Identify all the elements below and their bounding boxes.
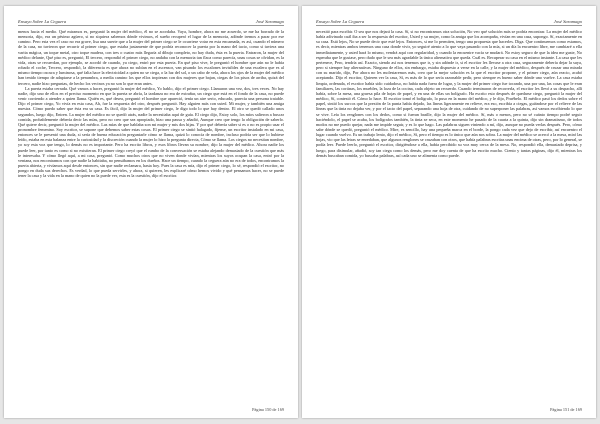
paragraph: La puerta estaba cerrada. Qué vamos a hacer, preguntó la mujer del médico, Yo hablo, dijo el primer ciego. Llamaron una vez, dos, tres veces. No hay nadie, dijo uno de ellos en el preciso momento en que la puerta se abría, la tardanza no era de extrañar, un ciego que está en el fondo de la casa, no puede venir corriendo a atender a quien llama. Quién es, qué desea, preguntó el hombre que apareció, tenía un aire serio, educado, parecía una persona tratable. Dijo el primer ciego, Yo vivía en esta casa, Ah, fue la respuesta del otro, después preguntó. Hay alguien más con usted. Mi mujer, y también una amiga nuestra. Cómo puedo saber que ésta era su casa. Es fácil, dijo la mujer del primer ciego, le digo todo lo que hay dentro. El otro se quedó callado unos segundos, luego dijo, Entren. La mujer del médico no se quedó atrás, nadie la necesitaba aquí de guía. El ciego dijo, Estoy solo, los míos salieron a buscar comida, probablemente debería decir las mías, pero no creo que sea apropiado, hizo una pausa y añadió, Aunque creo que tengo la obligación de saberlo. Qué quiere decir, preguntó la mujer del médico. Las mías de que hablaba son mi mujer y mis dos hijas. Y por qué debería saber si es o no es propio usar el pronombre femenino. Soy escritor, se supone que debemos saber estas cosas. El primer ciego se sintió halagado, fíjense, un escritor instalado en mi casa, entonces se le presentó una duda, si sería de buena educación preguntarle cómo se llama, quizá lo conocía de nombre, incluso podría ser que lo hubiese leído, estaba en esta balanza entre la curiosidad y la discreción cuando la mujer lo hizo la pregunta directa, Cómo se llama. Los ciegos no necesitan nombre, yo soy esta voz que tengo, lo demás no es importante. Pero ha escrito libros, y esos libros llevan su nombre, dijo la mujer del médico. Ahora nadie los puede leer, por tanto es como si no existieran. El primer ciego creyó que el rumbo de la conversación se estaba alejando demasiado de la cuestión que más le interesaba. Y cómo llegó aquí, a mi casa, preguntó. Como muchos otros que no viven donde vivían, mientras los suyos ocupan la casa, entró por la ventana, nos encontramos con que nadie la habitaba, no pensábamos en los dueños. Hace un tiempo, cuando la ceguera aún no era de todos, encontramos la puerta abierta, y vivíamos aquí desde entonces, sin que nadie reclamara, hasta hoy. Pues la casa es mía, dijo el primer ciego, lo sé, respondió el escritor, no pongo en duda sus derechos. Es verdad, lo que pueda servirles, y ahora, si quieren, les explicaré cómo hemos vivido y qué pensamos hacer, no se puede tener la casa y la vida en la mano de quien no la puede ver, esta es la cuestión, dijo el escritor.	[18, 85, 284, 179]
header-book-title: Ensayo Sobre La Ceguera	[18, 19, 67, 24]
paragraph: menos hacia el medio. Qué miramos es, preguntó la mujer del médico, él no se acordaba. Vaya, hombre, ahora no me acuerdo, se me ha borrado de la memoria, dijo, era un pésimo agüero, si no siquiera sabemos dónde vivimos, el sueño recuperó el lugar de la memoria, adónde iremos a parar por ese camino. Pero esta vez el caso no era grave, lisa una suerte que a la mujer del primer ciego se le ocurriese votar en esta encarnada, es así, cuando el número de la casa, no tuvieron que recurrir al primer ciego, que estaba justamente de que podría reconocer la puerta por la mano del tacto, como si tuviera una varita mágica, un toque metal, otro toque madera, con tres o cuatro más llegaría al dibujo completo, no hay duda, ésta es la puerta. Entraron, la mujer del médico delante, Qué piso es, preguntó, El tercero, respondió el primer ciego, no andaba con la memoria tan flaca como parecía, unas cosas se olvidan, es la vida, otras se recuerdan, por ejemplo, se acordó de cuando, ya ciego, entró por esta puerta. En qué piso vive, le preguntó el hombre que aún no le había robado el coche, Tercero, respondió, la diferencia es que ahora no subían en el ascensor, van pisando los escalones invisibles de una escalera que es al mismo tiempo oscura y luminosa, qué falta hace la electricidad a quien no se ciega, o la luz del sol, o un cabo de vela, ahora los ojos de la mujer del médico han tenido tiempo de adaptarse a la penumbra, a media camino los que ellos tropiezan con dos mujeres que bajan, ciegas de los pisos de arriba, quizá del tercero, nadie hizo preguntas, de hecho los vecinos ya no son lo que eran antes.	[18, 29, 284, 86]
page-number-footer: Página 151 de 169	[550, 407, 582, 412]
running-header-left	[18, 19, 284, 26]
header-book-title: Ensayo Sobre La Ceguera	[316, 19, 365, 24]
page-number-footer: Página 150 de 169	[252, 407, 284, 412]
running-header-right	[316, 19, 582, 26]
page-right	[302, 6, 596, 418]
paragraph: necesitó para escribir. O sea que nos dejará la casa. Sí, si no encontramos otra solución, No veo qué solución más se podría encontrar. La mujer del médico había adivinado cuál iba a ser la respuesta del escritor, Usted y su mujer, como la amiga que los acompaña, vivían en una casa, supongo. Sí, exactamente en su casa. Está lejos, No se puede decir que esté lejos. Entonces, si me lo permiten, tengo una propuesta que hacerles. Diga. Que continuemos como estamos, es decir, mientras ambos tenemos una casa donde vivir, yo seguiré atento a lo que vaya pasando con la mía, si un día la encuentro libre, me cambiaré a ella inmediatamente, y usted hará lo mismo, vendrá aquí con regularidad, y cuando la encuentre vacía se mudará. No estoy seguro de que la idea me guste, No esperaba que le gustase, pero dudo que le sea más agradable la única alternativa que queda. Cuál es. Recuperar su casa en el mismo instante. La casa que les pertenece, Pero, tendría así. Exacto, siendo así nos tenemos que ir, y sin adónde ir, si el escritor les llevase a otra casa, seguramente debería dejar la suya, pero si siempre hay alternativas. Ninguno de ellos, sin embargo, estaba dispuesto a verse en la calle, y la mujer del médico, después de cruzar una mirada con su marido, dijo, Por ahora no les molestaremos más, creo que la mejor solución es la que el escritor propone, y el primer ciego, aún reacio, acabó aceptando. Dijo el escritor, Quieren ver la casa, Sí, es más de lo que sería razonable pedir, pero siempre es bueno saber dónde uno vuelve. La casa estaba limpia, ordenada, el escritor había sido cuidadoso, no había nada fuera de lugar, y la mujer del primer ciego fue tocando, una por una, las cosas que le eran familiares, las cortinas, los muebles, la loza de la cocina, cada objeto un recuerdo. Cuando terminaron de recorrerla, el escritor les llevó a su despacho, allí había, sobre la mesa, una gruesa pila de hojas de papel, y en una de ellas un bolígrafo. Ha escrito esto después de quedarse ciego, preguntó la mujer del médico, Sí, contestó él. Cómo lo hace. El escritor tomó el bolígrafo, lo puso en la mano del médico, y le dijo, Pruébelo. El médico pasó los dedos sobre el papel, sintió los surcos que la presión de la punta había dejado, las líneas ligeramente en relieve, era eso, escribía a ciegas, guiándose por el relieve de las líneas que la tinta no dejaba ver, y por el tacto del papel, separando una hoja de otra, cuidando de no superponer las palabras, así vamos escribiendo lo que se vive. Leía los renglones con los dedos, como si fueran braille, dijo la mujer del médico. Sí, más o menos, pero no sé cuánto tiempo podré seguir haciéndolo, el papel se acaba, los bolígrafos también, la tinta se seca, en este momento he pasado de la cuarta a la quinta, dijo sin dramatismo, de todos modos no me puedo quejar, nada me impide seguir, y es lo que hago. Las palabras siguen viniendo a mí, dijo, aunque no pueda verlas después. Pero, cómo sabe dónde se quedó, preguntó el médico. Mire, es sencillo, hay una pequeña marca en el borde, la pongo cada vez que dejo de escribir, así encuentro el lugar cuando vuelvo. Es un trabajo lento, dijo el médico, Sí, pero el tiempo es lo único que aún nos sobra. La mujer del médico se acercó a la mesa, miró las hojas, vio que las letras se enredaban, que algunos renglones se cruzaban con otros, que había palabras escritas unas encima de otras, pero, por lo general, se podía leer. Puede leerlo, preguntó el escritor, dirigiéndose a ella, había percibido su voz muy cerca de la mesa. No, respondió ella, demasiado deprisa, y luego, para disimular, añadió, soy tan ciega como los demás, pero me doy cuenta de que ha escrito mucho. Ciento y tantas páginas, dijo él, mientras los demás buscaban comida, yo buscaba palabras, así cada uno se alimenta como puede.	[316, 29, 582, 158]
header-author: José Saramago	[553, 19, 582, 24]
page-body-text	[316, 29, 582, 401]
page-body-text	[18, 29, 284, 401]
page-left	[4, 6, 298, 418]
header-author: José Saramago	[255, 19, 284, 24]
